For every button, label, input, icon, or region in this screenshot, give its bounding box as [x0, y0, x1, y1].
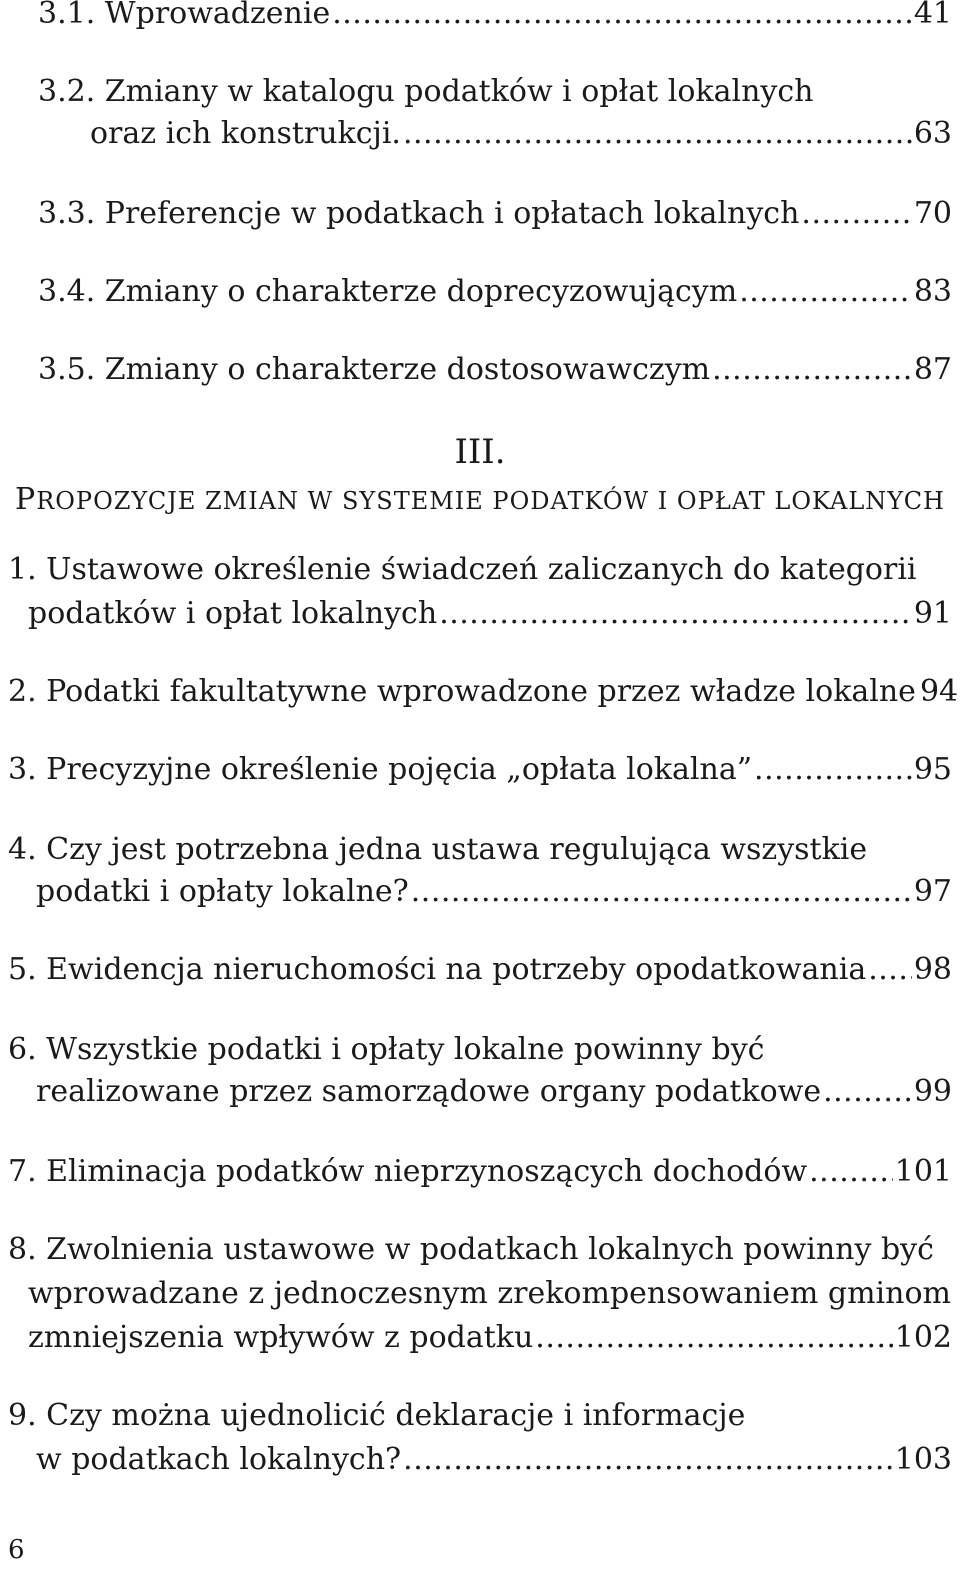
toc-line: [38, 192, 952, 236]
dot-leader: [809, 1150, 893, 1194]
toc-page-number: 83: [913, 274, 952, 309]
toc-page-number: 94: [919, 674, 959, 709]
toc-page-number: 102: [894, 1320, 952, 1355]
dot-leader: [403, 1438, 893, 1482]
dot-leader: [868, 948, 912, 992]
toc-page-number: 63: [913, 116, 952, 151]
dot-leader: [332, 0, 912, 36]
toc-entry-title: 3.4. Zmiany o charakterze doprecyzowującym: [38, 274, 738, 309]
dot-leader: [754, 748, 912, 792]
toc-line: [28, 592, 952, 636]
toc-page-number: 91: [913, 596, 952, 631]
toc-entry-title-cont: realizowane przez samorządowe organy podatkowe: [36, 1074, 822, 1109]
part-numeral: III.: [454, 432, 506, 472]
dot-leader: [739, 270, 912, 314]
toc-entry-title: 1. Ustawowe określenie świadczeń zaliczanych do kategorii: [8, 552, 917, 587]
dot-leader: [535, 1316, 892, 1360]
toc-entry-title-cont: podatków i opłat lokalnych: [28, 596, 438, 631]
toc-line: [28, 1272, 951, 1316]
page-folio: 6: [8, 1535, 25, 1565]
toc-line: [38, 348, 952, 392]
toc-page-number: 87: [913, 352, 952, 387]
toc-entry-title-cont: w podatkach lokalnych?: [36, 1442, 402, 1477]
toc-line: [36, 1438, 952, 1482]
toc-entry-title: 3.5. Zmiany o charakterze dostosowawczym: [38, 352, 711, 387]
toc-line: [90, 112, 952, 156]
toc-entry-title-cont: wprowadzane z jednoczesnym zrekompensowaniem gminom: [28, 1276, 951, 1311]
toc-entry-title: 3.3. Preferencje w podatkach i opłatach lokalnych: [38, 196, 800, 231]
toc-line: [28, 1316, 952, 1360]
toc-page-number: 95: [913, 752, 952, 787]
toc-line: [8, 670, 959, 714]
toc-line: [8, 948, 952, 992]
toc-line: [38, 0, 952, 36]
toc-line: [8, 548, 917, 592]
dot-leader: [823, 1070, 912, 1114]
toc-entry-title: 6. Wszystkie podatki i opłaty lokalne powinny być: [8, 1032, 765, 1067]
toc-entry-title: 3.2. Zmiany w katalogu podatków i opłat lokalnych: [38, 74, 814, 109]
toc-entry-title: 3.1. Wprowadzenie: [38, 0, 331, 31]
toc-line: [36, 870, 952, 914]
toc-entry-title: 4. Czy jest potrzebna jedna ustawa regulująca wszystkie: [8, 832, 868, 867]
toc-entry-title: 9. Czy można ujednolicić deklaracje i informacje: [8, 1398, 746, 1433]
toc-entry-title: 3. Precyzyjne określenie pojęcia „opłata lokalna”: [8, 752, 753, 787]
toc-line: [36, 1070, 952, 1114]
dot-leader: [801, 192, 911, 236]
toc-entry-title: 2. Podatki fakultatywne wprowadzone przez władze lokalne: [8, 674, 916, 709]
toc-page-number: 99: [913, 1074, 952, 1109]
toc-line: [8, 828, 867, 872]
toc-line: [8, 1028, 764, 1072]
toc-entry-title: 5. Ewidencja nieruchomości na potrzeby opodatkowania: [8, 952, 867, 987]
toc-page-number: 103: [894, 1442, 952, 1477]
toc-entry-title: 7. Eliminacja podatków nieprzynoszących dochodów: [8, 1154, 808, 1189]
dot-leader: [411, 870, 912, 914]
toc-line: [8, 1228, 934, 1272]
part-title-initial: P: [15, 482, 37, 517]
part-title-rest: ROPOZYCJE ZMIAN W SYSTEMIE PODATKÓW I OPŁAT LOKALNYCH: [36, 487, 945, 515]
toc-entry-title-cont: zmniejszenia wpływów z podatku: [28, 1320, 534, 1355]
toc-line: [38, 270, 952, 314]
toc-entry-title-cont: oraz ich konstrukcji.: [90, 116, 401, 151]
toc-line: [38, 70, 813, 114]
toc-entry-title-cont: podatki i opłaty lokalne?: [36, 874, 409, 909]
toc-page-number: 98: [913, 952, 952, 987]
dot-leader: [403, 112, 912, 156]
toc-page-number: 97: [913, 874, 952, 909]
toc-line: [8, 748, 952, 792]
toc-page-number: 41: [913, 0, 952, 31]
dot-leader: [439, 592, 912, 636]
part-title: [0, 480, 960, 521]
toc-line: [8, 1150, 952, 1194]
toc-page-number: 101: [894, 1154, 952, 1189]
toc-line: [8, 1394, 745, 1438]
toc-entry-title: 8. Zwolnienia ustawowe w podatkach lokalnych powinny być: [8, 1232, 934, 1267]
toc-page-number: 70: [913, 196, 952, 231]
dot-leader: [712, 348, 912, 392]
